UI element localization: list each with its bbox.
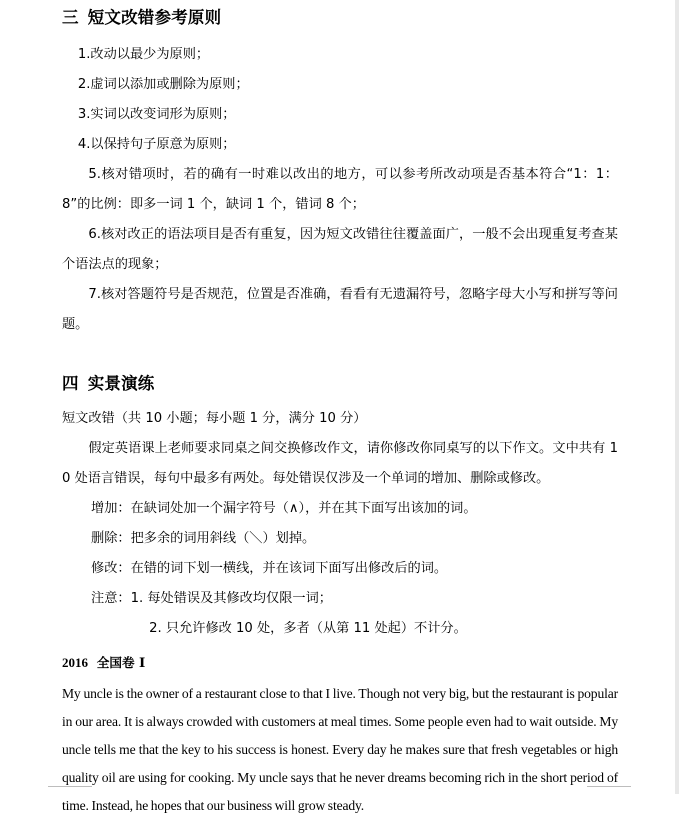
- scrollbar-rail[interactable]: [675, 0, 679, 794]
- principle-item-4: 4.以保持句子原意为原则；: [77, 136, 236, 152]
- exam-paper-roman: Ⅰ: [138, 654, 146, 670]
- exam-passage: My uncle is the owner of a restaurant close to that I live. Though not very big, but the restaurant is popular in our area. It is always crowded with customers at meal times. Some people even had to wait outside. My uncle tells me that the key to his success is honest. Every day he makes sure that fresh vegetables or high quality oil are using for cooking. My uncle says that he never dreams becoming rich in the short period of time. Instead, he hopes that our business will grow steady.: [62, 685, 618, 813]
- principle-item-1: 1.改动以最少为原则；: [77, 46, 210, 62]
- notes-label: 注意：: [91, 590, 131, 606]
- exam-paper: 全国卷: [96, 654, 135, 670]
- page-edge-mark-right: [587, 786, 631, 787]
- page-edge-mark-left: [48, 786, 92, 787]
- section-number-four: 四: [62, 373, 79, 393]
- section-heading-three: [62, 8, 618, 28]
- task-instruction: 假定英语课上老师要求同桌之间交换修改作文，请你修改你同桌写的以下作文。文中共有 10 处语言错误，每句中最多有两处。每处错误仅涉及一个单词的增加、删除或修改。: [62, 440, 618, 486]
- exam-source: [62, 650, 618, 676]
- principle-item-6: 6.核对改正的语法项目是否有重复，因为短文改错往往覆盖面广，一般不会出现重复考查某个语法点的现象；: [62, 226, 618, 272]
- rule-modify: 修改：在错的词下划一横线，并在该词下面写出修改后的词。: [91, 560, 448, 576]
- document-content: [62, 0, 618, 820]
- rule-delete: 删除：把多余的词用斜线（＼）划掉。: [91, 530, 316, 546]
- principle-item-2: 2.虚词以添加或删除为原则；: [77, 76, 249, 92]
- section-title-four: 实景演练: [87, 373, 155, 393]
- exam-year: 2016: [62, 654, 88, 670]
- section-heading-four: [62, 374, 618, 394]
- note-item-1: 1. 每处错误及其修改均仅限一词；: [130, 590, 332, 606]
- section-number-three: 三: [62, 8, 79, 27]
- principle-item-3: 3.实词以改变词形为原则；: [77, 106, 236, 122]
- principle-item-5: 5.核对错项时，若的确有一时难以改出的地方，可以参考所改动项是否基本符合“1：1：8”的比例：即多一词 1 个，缺词 1 个，错词 8 个；: [62, 166, 618, 212]
- note-item-2: 2. 只允许修改 10 处，多者（从第 11 处起）不计分。: [149, 620, 467, 636]
- notes-line-1: [62, 584, 618, 614]
- principle-item-7: 7.核对答题符号是否规范，位置是否准确，看看有无遗漏符号，忽略字母大小写和拼写等问题。: [62, 286, 618, 332]
- rule-add: 增加：在缺词处加一个漏字符号（∧），并在其下面写出该加的词。: [91, 500, 477, 516]
- section-title-three: 短文改错参考原则: [87, 8, 222, 27]
- task-header: 短文改错（共 10 小题；每小题 1 分，满分 10 分）: [62, 410, 367, 426]
